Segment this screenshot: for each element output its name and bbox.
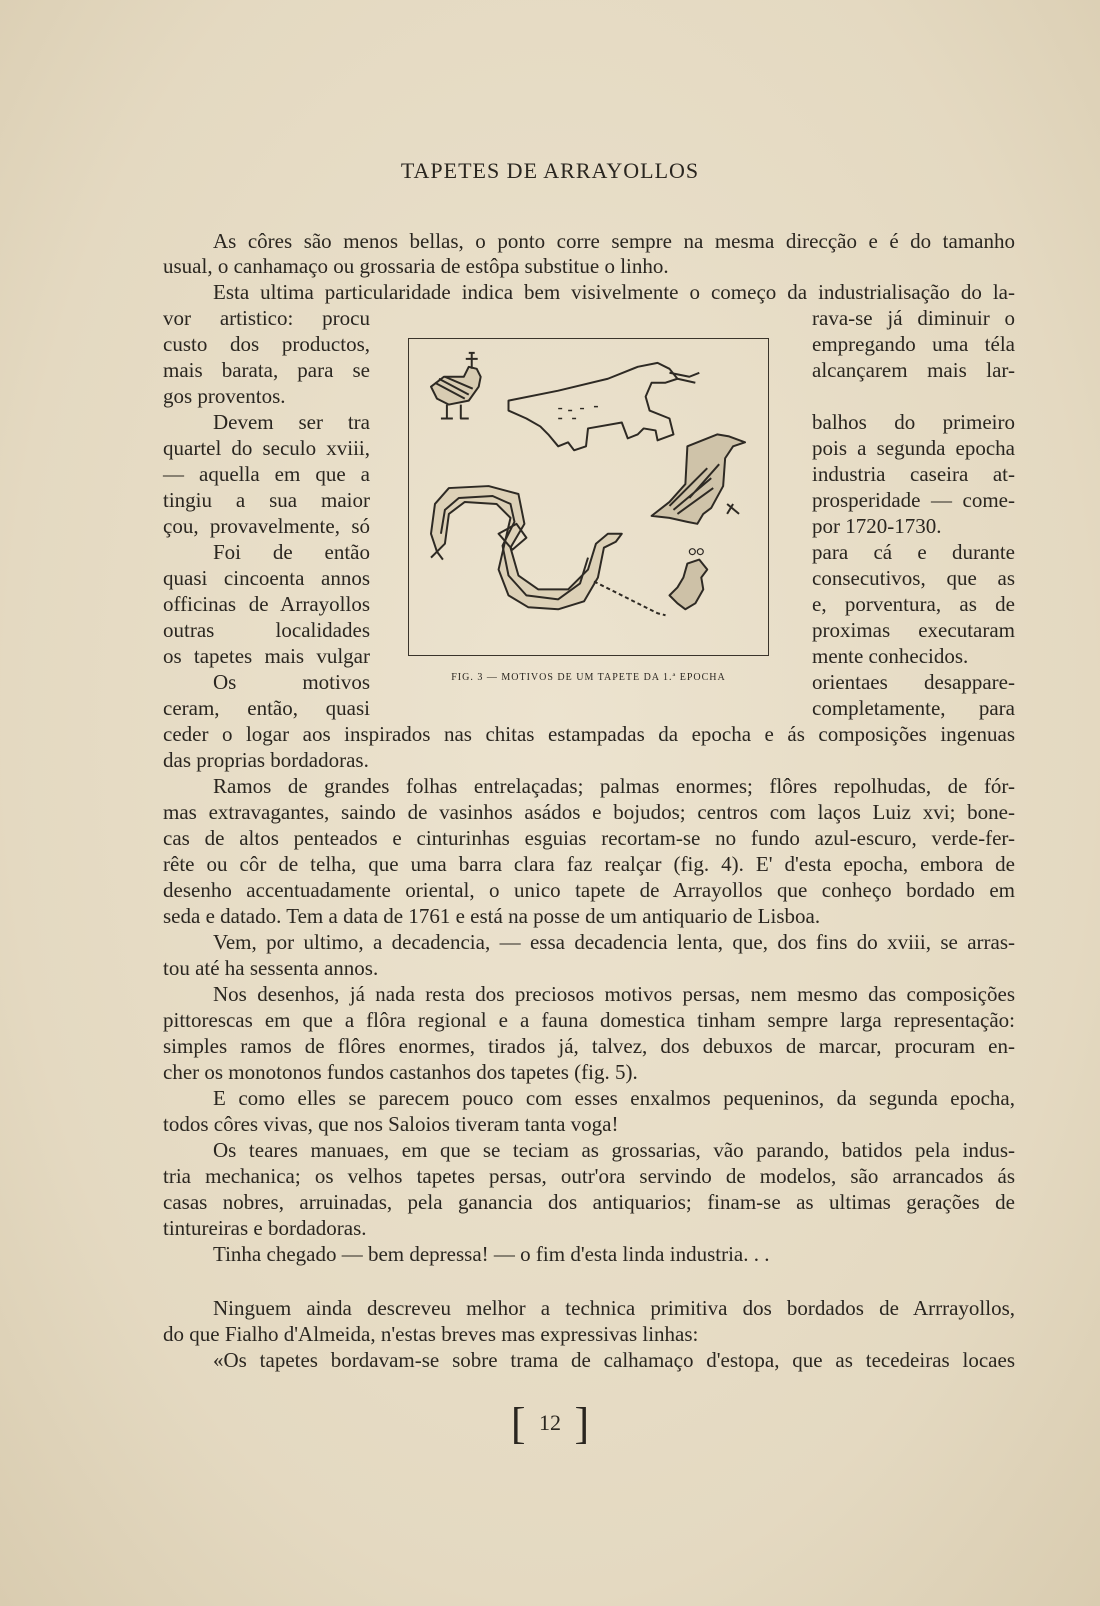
right-column-line: rava-se já diminuir o [812,306,1015,330]
right-column-line: consecutivos, que as [812,566,1015,590]
rooster-motif [431,353,481,419]
left-column-line: custo dos productos, [163,332,370,356]
right-column-line: alcançarem mais lar- [812,358,1015,382]
text-line: tou até ha sessenta annos. [163,956,379,980]
text-line: simples ramos de flôres enormes, tirados já, talvez, dos debuxos de marcar, procuram en- [163,1034,1015,1058]
left-column-line: çou, provavelmente, só [163,514,370,538]
carpet-motifs-drawing [409,339,768,655]
right-column-line: e, porventura, as de [812,592,1015,616]
left-column-line: quasi cincoenta annos [163,566,370,590]
text-line: Tinha chegado — bem depressa! — o fim d'esta linda industria. . . [213,1242,770,1266]
text-line: das proprias bordadoras. [163,748,369,772]
text-line: cher os monotonos fundos castanhos dos tapetes (fig. 5). [163,1060,638,1084]
left-column-line: — aquella em que a [163,462,370,486]
text-line: Os teares manuaes, em que se teciam as grossarias, vão parando, batidos pela indus- [213,1138,1015,1162]
text-line: Vem, por ultimo, a decadencia, — essa decadencia lenta, que, dos fins do xviii, se arras- [213,930,1015,954]
text-line: pittorescas em que a flôra regional e a fauna domestica tinham sempre larga representação: [163,1008,1015,1032]
left-column-line: tingiu a sua maior [163,488,370,512]
bracket-open: [ [510,1399,526,1448]
figure-illustration [408,338,769,656]
right-column-line: pois a segunda epocha [812,436,1015,460]
running-header: TAPETES DE ARRAYOLLOS [400,158,700,183]
right-column-line: para cá e durante [812,540,1015,564]
left-column-line: Os motivos [213,670,370,694]
right-column-line: prosperidade — come- [812,488,1015,512]
left-column-line: officinas de Arrayollos [163,592,370,616]
text-line: todos côres vivas, que nos Saloios tiveram tanta voga! [163,1112,619,1136]
right-column-line: orientaes desappare- [812,670,1015,694]
right-column-line: balhos do primeiro [812,410,1015,434]
animal-motif [509,363,700,450]
text-line: tintureiras e bordadoras. [163,1216,367,1240]
text-line: usual, o canhamaço ou grossaria de estôpa substitue o linho. [163,254,669,278]
left-column-line: vor artistico: procu [163,306,370,330]
text-line: ceder o logar aos inspirados nas chitas estampadas da epocha e ás composições ingenuas [163,722,1015,746]
left-column-line: quartel do seculo xviii, [163,436,370,460]
left-column-line: os tapetes mais vulgar [163,644,370,668]
page-number [0,1398,1100,1449]
text-line: Ninguem ainda descreveu melhor a technica primitiva dos bordados de Arrrayollos, [213,1296,1015,1320]
text-line: mas extravagantes, saindo de vasinhos asádos e bojudos; centros com laços Luiz xvi; bone- [163,800,1015,824]
right-column-line: industria caseira at- [812,462,1015,486]
text-line: tria mechanica; os velhos tapetes persas, outr'ora servindo de modelos, são arrancados ás [163,1164,1015,1188]
left-column-line: Foi de então [213,540,370,564]
text-line: rête ou côr de telha, que uma barra clara faz realçar (fig. 4). E' d'esta epocha, embora de [163,852,1015,876]
bracket-close: ] [574,1399,590,1448]
right-column-line: proximas executaram [812,618,1015,642]
right-column-line: por 1720-1730. [812,514,942,538]
text-line: seda e datado. Tem a data de 1761 e está na posse de um antiquario de Lisboa. [163,904,821,928]
text-line: Nos desenhos, já nada resta dos preciosos motivos persas, nem mesmo das composições [213,982,1015,1006]
page-number-value: 12 [539,1410,561,1435]
left-column-line: ceram, então, quasi [163,696,370,720]
text-line: cas de altos penteados e cinturinhas esguias recortam-se no fundo azul-escuro, verde-fer- [163,826,1015,850]
left-column-line: Devem ser tra [213,410,370,434]
text-line: do que Fialho d'Almeida, n'estas breves mas expressivas linhas: [163,1322,699,1346]
left-column-line: outras localidades [163,618,370,642]
text-line: desenho accentuadamente oriental, o unico tapete de Arrayollos que conheço bordado em [163,878,1015,902]
figure-caption: FIG. 3 — MOTIVOS DE UM TAPETE DA 1.ª EPOCHA [451,672,726,683]
text-line: Ramos de grandes folhas entrelaçadas; palmas enormes; flôres repolhudas, de fór- [213,774,1015,798]
scroll-motif [431,486,622,609]
text-line: Esta ultima particularidade indica bem visivelmente o começo da industrialisação do la- [213,280,1015,304]
text-line: «Os tapetes bordavam-se sobre trama de calhamaço d'estopa, que as tecedeiras locaes [213,1348,1015,1372]
right-column-line: mente conhecidos. [812,644,969,668]
figure-motif [594,549,707,616]
bird-motif [652,434,745,523]
left-column-line: mais barata, para se [163,358,370,382]
text-line: E como elles se parecem pouco com esses enxalmos pequeninos, da segunda epocha, [213,1086,1015,1110]
right-column-line: completamente, para [812,696,1015,720]
left-column-line: gos proventos. [163,384,286,408]
text-line: casas nobres, arruinadas, pela ganancia dos antiquarios; finam-se as ultimas gerações de [163,1190,1015,1214]
right-column-line: empregando uma téla [812,332,1015,356]
text-line: As côres são menos bellas, o ponto corre sempre na mesma direcção e é do tamanho [213,229,1015,253]
